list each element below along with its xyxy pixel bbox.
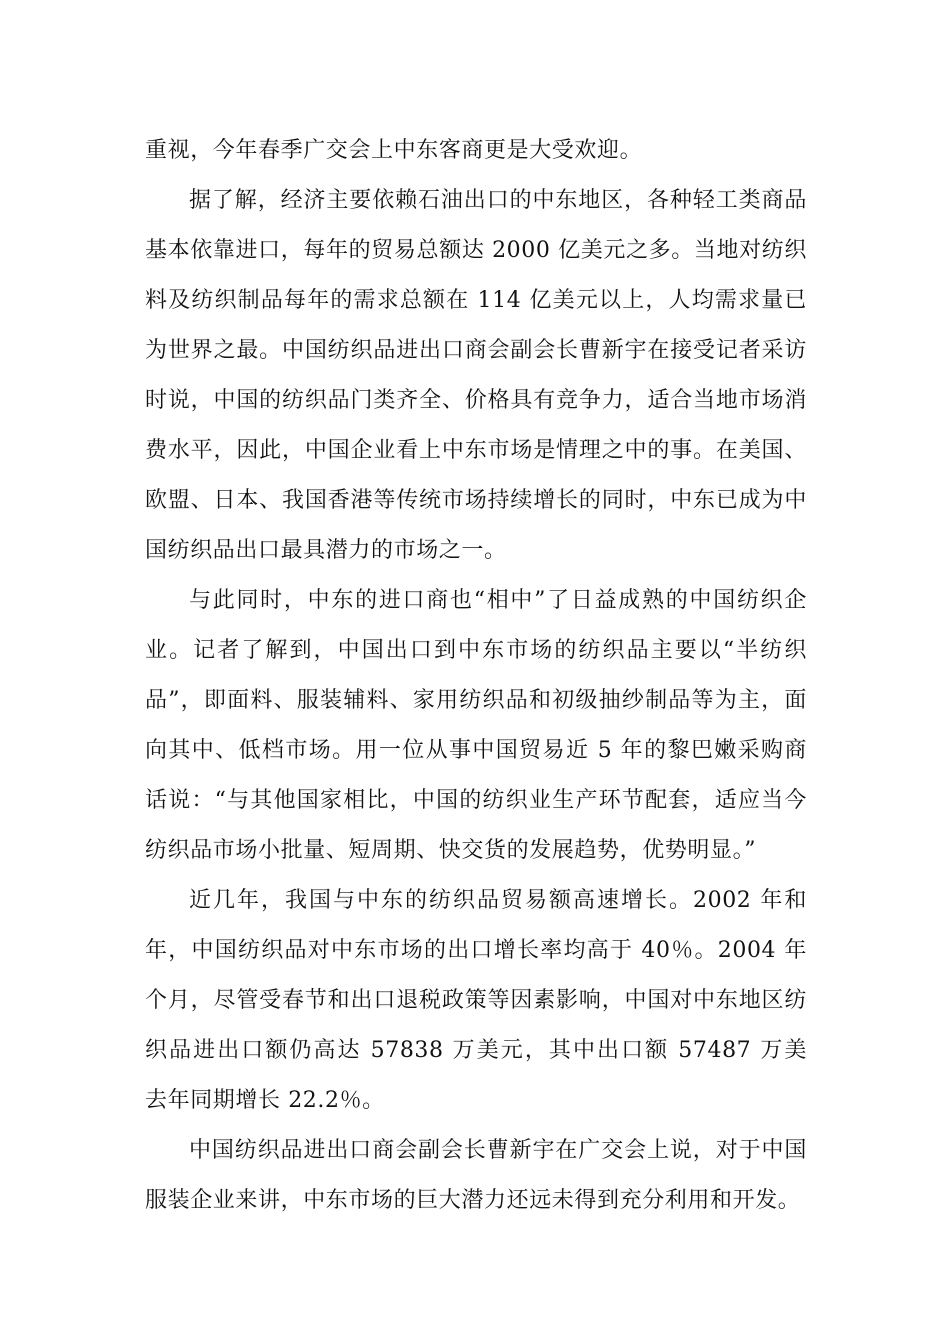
text-line-20: 去年同期增长 22.2％。 xyxy=(145,1088,385,1113)
text-line-14: 话说：“与其他国家相比，中国的纺织业生产环节配套，适应当今 xyxy=(145,788,807,813)
text-line-15: 纺织品市场小批量、短周期、快交货的发展趋势，优势明显。” xyxy=(145,838,757,863)
text-line-11: 业。记者了解到，中国出口到中东市场的纺织品主要以“半纺织 xyxy=(145,638,807,663)
text-line-9: 国纺织品出口最具潜力的市场之一。 xyxy=(145,538,507,563)
text-line-19: 织品进出口额仍高达 57838 万美元，其中出口额 57487 万美 xyxy=(145,1038,807,1063)
text-line-2: 据了解，经济主要依赖石油出口的中东地区，各种轻工类商品 xyxy=(189,188,807,213)
text-line-12: 品”，即面料、服装辅料、家用纺织品和初级抽纱制品等为主，面 xyxy=(145,688,807,713)
text-line-13: 向其中、低档市场。用一位从事中国贸易近 5 年的黎巴嫩采购商 xyxy=(145,738,807,763)
text-line-5: 为世界之最。中国纺织品进出口商会副会长曹新宇在接受记者采访 xyxy=(145,338,807,363)
text-line-10: 与此同时，中东的进口商也“相中”了日益成熟的中国纺织企 xyxy=(189,588,807,613)
text-line-17: 年，中国纺织品对中东市场的出口增长率均高于 40％。2004 年 xyxy=(145,938,807,963)
text-line-3: 基本依靠进口，每年的贸易总额达 2000 亿美元之多。当地对纺织 xyxy=(145,238,807,263)
text-line-16: 近几年，我国与中东的纺织品贸易额高速增长。2002 年和 xyxy=(189,888,807,913)
text-line-4: 料及纺织制品每年的需求总额在 114 亿美元以上，人均需求量已 xyxy=(145,288,807,313)
text-line-18: 个月，尽管受春节和出口退税政策等因素影响，中国对中东地区纺 xyxy=(145,988,807,1013)
text-line-7: 费水平，因此，中国企业看上中东市场是情理之中的事。在美国、 xyxy=(145,438,807,463)
document-body xyxy=(145,126,807,1226)
text-line-1: 重视，今年春季广交会上中东客商更是大受欢迎。 xyxy=(145,138,643,163)
text-line-8: 欧盟、日本、我国香港等传统市场持续增长的同时，中东已成为中 xyxy=(145,488,807,513)
text-line-21: 中国纺织品进出口商会副会长曹新宇在广交会上说，对于中国 xyxy=(189,1138,807,1163)
text-line-22: 服装企业来讲，中东市场的巨大潜力还远未得到充分利用和开发。 xyxy=(145,1188,801,1213)
text-line-6: 时说，中国的纺织品门类齐全、价格具有竞争力，适合当地市场消 xyxy=(145,388,807,413)
